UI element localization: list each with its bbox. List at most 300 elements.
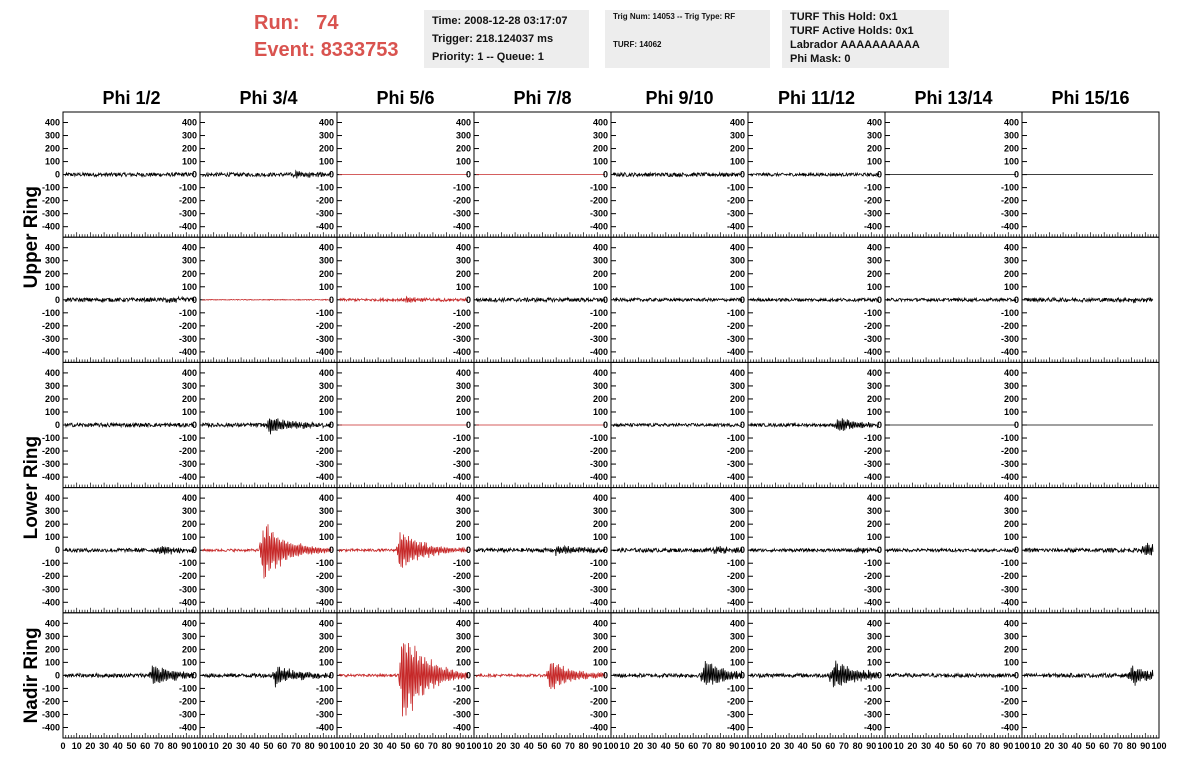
column-header: Phi 15/16 xyxy=(1051,88,1130,108)
ring-label: Nadir Ring xyxy=(21,627,42,724)
waveform-trace xyxy=(339,297,468,303)
waveform-trace xyxy=(65,666,194,684)
x-tick-label: 10 xyxy=(208,741,219,751)
y-tick-label: 200 xyxy=(181,143,197,154)
y-tick-label: -300 xyxy=(1000,584,1019,595)
y-tick-label: 200 xyxy=(866,519,882,530)
turf-num-text: TURF: 14062 xyxy=(613,40,662,49)
y-tick-label: -400 xyxy=(863,597,882,608)
y-tick-label: -100 xyxy=(41,558,60,569)
y-tick-label: -400 xyxy=(1000,597,1019,608)
x-tick-label: 90 xyxy=(1003,741,1014,751)
y-tick-label: 200 xyxy=(181,393,197,404)
y-tick-label: -100 xyxy=(452,433,471,444)
y-tick-label: -300 xyxy=(863,459,882,470)
y-tick-label: 300 xyxy=(318,631,334,642)
y-tick-label: 300 xyxy=(44,506,60,517)
trig-num-text: Trig Num: 14053 -- Trig Type: RF xyxy=(613,12,736,21)
x-tick-label: 60 xyxy=(688,741,699,751)
waveform-trace xyxy=(202,524,331,578)
x-tick-label: 80 xyxy=(852,741,863,751)
y-tick-label: 400 xyxy=(1003,242,1019,253)
y-tick-label: -200 xyxy=(315,195,334,206)
y-tick-label: 0 xyxy=(191,169,197,180)
y-tick-label: 0 xyxy=(739,670,745,681)
x-tick-label: 100 xyxy=(466,741,482,751)
y-tick-label: -200 xyxy=(589,446,608,457)
y-tick-label: -100 xyxy=(452,182,471,193)
x-tick-label: 20 xyxy=(359,741,370,751)
y-tick-label: -200 xyxy=(863,320,882,331)
column-header: Phi 9/10 xyxy=(645,88,714,108)
y-tick-label: 400 xyxy=(318,117,334,128)
x-tick-label: 30 xyxy=(236,741,247,751)
y-tick-label: 0 xyxy=(602,545,608,556)
y-tick-label: -300 xyxy=(315,709,334,720)
y-tick-label: -300 xyxy=(726,709,745,720)
y-tick-label: -400 xyxy=(178,472,197,483)
y-tick-label: 0 xyxy=(876,545,882,556)
y-tick-label: 100 xyxy=(44,532,60,543)
y-tick-label: -400 xyxy=(178,346,197,357)
x-tick-label: 60 xyxy=(414,741,425,751)
y-tick-label: 300 xyxy=(592,631,608,642)
x-tick-label: 50 xyxy=(811,741,822,751)
y-tick-label: -300 xyxy=(41,333,60,344)
y-tick-label: -100 xyxy=(589,182,608,193)
y-tick-label: -300 xyxy=(315,584,334,595)
y-tick-label: -300 xyxy=(178,459,197,470)
y-tick-label: -300 xyxy=(589,208,608,219)
y-tick-label: -200 xyxy=(726,446,745,457)
y-tick-label: 200 xyxy=(44,268,60,279)
y-tick-label: -300 xyxy=(452,459,471,470)
x-tick-label: 60 xyxy=(962,741,973,751)
y-tick-label: -400 xyxy=(589,472,608,483)
labrador-text: Labrador AAAAAAAAAA xyxy=(790,39,920,51)
x-tick-label: 10 xyxy=(619,741,630,751)
x-tick-label: 60 xyxy=(1099,741,1110,751)
y-tick-label: -200 xyxy=(452,195,471,206)
x-tick-label: 100 xyxy=(329,741,345,751)
y-tick-label: -400 xyxy=(1000,221,1019,232)
y-tick-label: 300 xyxy=(318,380,334,391)
x-tick-label: 90 xyxy=(866,741,877,751)
y-tick-label: 100 xyxy=(729,281,745,292)
y-tick-label: 400 xyxy=(318,367,334,378)
x-tick-label: 10 xyxy=(482,741,493,751)
y-tick-label: 400 xyxy=(729,242,745,253)
y-tick-label: 300 xyxy=(1003,631,1019,642)
x-tick-label: 60 xyxy=(825,741,836,751)
y-tick-label: 200 xyxy=(318,393,334,404)
y-tick-label: -200 xyxy=(41,696,60,707)
y-tick-label: -200 xyxy=(178,446,197,457)
y-tick-label: 300 xyxy=(592,130,608,141)
y-tick-label: 100 xyxy=(729,532,745,543)
y-tick-label: -400 xyxy=(589,597,608,608)
y-tick-label: 0 xyxy=(54,670,60,681)
y-tick-label: 300 xyxy=(181,506,197,517)
y-tick-label: 0 xyxy=(465,294,471,305)
y-tick-label: 200 xyxy=(729,393,745,404)
column-header: Phi 13/14 xyxy=(914,88,993,108)
y-tick-label: -400 xyxy=(178,597,197,608)
y-tick-label: 100 xyxy=(866,532,882,543)
y-tick-label: 0 xyxy=(191,420,197,430)
y-tick-label: -300 xyxy=(589,709,608,720)
waveform-trace xyxy=(65,423,194,427)
y-tick-label: 200 xyxy=(592,644,608,655)
y-tick-label: -200 xyxy=(863,446,882,457)
x-tick-label: 20 xyxy=(770,741,781,751)
y-tick-label: 300 xyxy=(729,255,745,266)
x-tick-label: 30 xyxy=(373,741,384,751)
waveform-trace xyxy=(613,661,742,685)
y-tick-label: -400 xyxy=(452,722,471,733)
y-tick-label: 400 xyxy=(455,367,471,378)
event-value: 8333753 xyxy=(320,39,399,61)
y-tick-label: -100 xyxy=(589,558,608,569)
y-tick-label: 0 xyxy=(328,545,334,556)
y-tick-label: 300 xyxy=(455,255,471,266)
x-tick-label: 90 xyxy=(318,741,329,751)
x-tick-label: 50 xyxy=(400,741,411,751)
y-tick-label: -400 xyxy=(726,346,745,357)
y-tick-label: 200 xyxy=(866,644,882,655)
x-tick-label: 30 xyxy=(784,741,795,751)
y-tick-label: -400 xyxy=(452,221,471,232)
y-tick-label: 200 xyxy=(318,268,334,279)
y-tick-label: -200 xyxy=(452,320,471,331)
y-tick-label: 100 xyxy=(866,281,882,292)
y-tick-label: -400 xyxy=(178,221,197,232)
y-tick-label: -400 xyxy=(178,722,197,733)
x-tick-label: 50 xyxy=(1085,741,1096,751)
y-tick-label: 200 xyxy=(592,268,608,279)
y-tick-label: 100 xyxy=(592,156,608,167)
waveform-trace xyxy=(887,549,1016,552)
y-tick-label: 400 xyxy=(866,618,882,629)
y-tick-label: 100 xyxy=(455,406,471,417)
y-tick-label: -100 xyxy=(452,307,471,318)
y-tick-label: 0 xyxy=(328,670,334,681)
y-tick-label: 100 xyxy=(455,532,471,543)
y-tick-label: -100 xyxy=(863,182,882,193)
y-tick-label: 100 xyxy=(866,657,882,668)
waveform-trace xyxy=(887,298,1016,301)
y-tick-label: 300 xyxy=(1003,255,1019,266)
y-tick-label: -400 xyxy=(726,597,745,608)
y-tick-label: -100 xyxy=(726,307,745,318)
y-tick-label: 300 xyxy=(181,631,197,642)
y-tick-label: -200 xyxy=(452,571,471,582)
y-tick-label: -100 xyxy=(1000,433,1019,444)
y-tick-label: -200 xyxy=(589,195,608,206)
y-tick-label: -400 xyxy=(1000,346,1019,357)
waveform-trace xyxy=(750,173,879,176)
y-tick-label: 100 xyxy=(318,657,334,668)
y-tick-label: 200 xyxy=(1003,393,1019,404)
x-tick-label: 10 xyxy=(756,741,767,751)
y-tick-label: 200 xyxy=(318,644,334,655)
y-tick-label: -400 xyxy=(589,722,608,733)
y-tick-label: -300 xyxy=(863,709,882,720)
y-tick-label: -300 xyxy=(589,459,608,470)
y-tick-label: -300 xyxy=(315,208,334,219)
y-tick-label: 200 xyxy=(729,268,745,279)
x-tick-label: 80 xyxy=(715,741,726,751)
y-tick-label: 400 xyxy=(181,117,197,128)
y-tick-label: 400 xyxy=(181,242,197,253)
y-tick-label: 200 xyxy=(729,644,745,655)
y-tick-label: 200 xyxy=(729,143,745,154)
x-tick-label: 70 xyxy=(701,741,712,751)
y-tick-label: 0 xyxy=(328,294,334,305)
y-tick-label: 300 xyxy=(729,631,745,642)
waveform-trace xyxy=(339,643,468,716)
y-tick-label: -300 xyxy=(315,459,334,470)
y-tick-label: -100 xyxy=(726,433,745,444)
x-tick-label: 100 xyxy=(1151,741,1167,751)
y-tick-label: 0 xyxy=(465,670,471,681)
y-tick-label: -100 xyxy=(1000,182,1019,193)
y-tick-label: 0 xyxy=(54,545,60,556)
x-tick-label: 90 xyxy=(729,741,740,751)
y-tick-label: -200 xyxy=(589,571,608,582)
ring-label: Lower Ring xyxy=(21,435,42,540)
y-tick-label: 400 xyxy=(1003,117,1019,128)
y-tick-label: 300 xyxy=(1003,130,1019,141)
y-tick-label: -100 xyxy=(178,433,197,444)
y-tick-label: 300 xyxy=(866,631,882,642)
x-tick-label: 10 xyxy=(893,741,904,751)
y-tick-label: -100 xyxy=(315,683,334,694)
column-header: Phi 11/12 xyxy=(777,88,856,108)
y-tick-label: 0 xyxy=(876,294,882,305)
waveform-trace xyxy=(750,661,879,688)
y-tick-label: -300 xyxy=(1000,333,1019,344)
x-tick-label: 20 xyxy=(496,741,507,751)
x-tick-label: 40 xyxy=(386,741,397,751)
y-tick-label: 100 xyxy=(181,281,197,292)
y-tick-label: -300 xyxy=(726,584,745,595)
x-tick-label: 80 xyxy=(304,741,315,751)
y-tick-label: -300 xyxy=(178,584,197,595)
y-tick-label: 400 xyxy=(592,618,608,629)
y-tick-label: 100 xyxy=(455,657,471,668)
x-tick-label: 40 xyxy=(934,741,945,751)
y-tick-label: -300 xyxy=(1000,709,1019,720)
x-tick-label: 0 xyxy=(60,741,66,751)
y-tick-label: 300 xyxy=(866,130,882,141)
y-tick-label: 100 xyxy=(181,156,197,167)
x-tick-label: 50 xyxy=(537,741,548,751)
y-tick-label: -100 xyxy=(41,307,60,318)
waveform-trace xyxy=(613,173,742,177)
y-tick-label: 100 xyxy=(318,406,334,417)
y-tick-label: 200 xyxy=(592,393,608,404)
y-tick-label: 200 xyxy=(44,644,60,655)
y-tick-label: -400 xyxy=(452,597,471,608)
y-tick-label: -200 xyxy=(726,571,745,582)
y-tick-label: 300 xyxy=(44,130,60,141)
y-tick-label: -200 xyxy=(589,320,608,331)
y-tick-label: 300 xyxy=(592,380,608,391)
y-tick-label: 100 xyxy=(866,406,882,417)
y-tick-label: -100 xyxy=(315,307,334,318)
y-tick-label: -200 xyxy=(726,320,745,331)
y-tick-label: 0 xyxy=(602,420,608,430)
x-tick-label: 70 xyxy=(975,741,986,751)
y-tick-label: -300 xyxy=(452,584,471,595)
y-tick-label: -100 xyxy=(726,683,745,694)
y-tick-label: 0 xyxy=(876,169,882,180)
y-tick-label: 0 xyxy=(328,420,334,430)
run-value: 74 xyxy=(316,12,339,34)
x-tick-label: 30 xyxy=(99,741,110,751)
y-tick-label: 100 xyxy=(592,532,608,543)
y-tick-label: -300 xyxy=(178,333,197,344)
y-tick-label: -200 xyxy=(726,696,745,707)
y-tick-label: 0 xyxy=(739,420,745,430)
x-tick-label: 50 xyxy=(263,741,274,751)
x-tick-label: 80 xyxy=(989,741,1000,751)
y-tick-label: -200 xyxy=(41,571,60,582)
x-tick-label: 10 xyxy=(345,741,356,751)
y-tick-label: 200 xyxy=(866,268,882,279)
y-tick-label: -200 xyxy=(1000,446,1019,457)
turf-hold-text: TURF This Hold: 0x1 xyxy=(790,11,898,23)
y-tick-label: 100 xyxy=(44,156,60,167)
y-tick-label: 200 xyxy=(455,268,471,279)
y-tick-label: 400 xyxy=(455,117,471,128)
ring-label: Upper Ring xyxy=(21,186,42,289)
x-tick-label: 80 xyxy=(578,741,589,751)
y-tick-label: 0 xyxy=(1013,294,1019,305)
waveform-trace xyxy=(613,298,742,301)
y-tick-label: 200 xyxy=(181,268,197,279)
y-tick-label: -200 xyxy=(1000,571,1019,582)
y-tick-label: -300 xyxy=(863,584,882,595)
y-tick-label: 400 xyxy=(455,618,471,629)
y-tick-label: 200 xyxy=(44,519,60,530)
x-tick-label: 70 xyxy=(290,741,301,751)
y-tick-label: 100 xyxy=(44,657,60,668)
y-tick-label: 0 xyxy=(1013,670,1019,681)
y-tick-label: -100 xyxy=(726,558,745,569)
y-tick-label: -300 xyxy=(726,459,745,470)
y-tick-label: 100 xyxy=(1003,156,1019,167)
y-tick-label: -400 xyxy=(863,346,882,357)
y-tick-label: 100 xyxy=(455,281,471,292)
y-tick-label: -100 xyxy=(41,182,60,193)
x-tick-label: 70 xyxy=(427,741,438,751)
waveform-trace xyxy=(65,546,194,554)
y-tick-label: -100 xyxy=(589,433,608,444)
y-tick-label: 400 xyxy=(181,618,197,629)
y-tick-label: -200 xyxy=(315,696,334,707)
x-tick-label: 60 xyxy=(551,741,562,751)
x-tick-label: 60 xyxy=(140,741,151,751)
y-tick-label: -100 xyxy=(452,558,471,569)
waveform-trace xyxy=(887,674,1016,678)
waveform-trace xyxy=(65,173,194,177)
y-tick-label: -400 xyxy=(863,221,882,232)
x-tick-label: 60 xyxy=(277,741,288,751)
y-tick-label: -100 xyxy=(1000,683,1019,694)
y-tick-label: -100 xyxy=(863,683,882,694)
y-tick-label: -300 xyxy=(726,208,745,219)
x-tick-label: 30 xyxy=(510,741,521,751)
y-tick-label: -300 xyxy=(726,333,745,344)
y-tick-label: -200 xyxy=(41,446,60,457)
y-tick-label: 0 xyxy=(1013,545,1019,556)
run-label: Run: xyxy=(254,12,300,34)
y-tick-label: 200 xyxy=(455,143,471,154)
y-tick-label: -100 xyxy=(452,683,471,694)
waveform-trace xyxy=(750,418,879,431)
x-tick-label: 70 xyxy=(838,741,849,751)
y-tick-label: 100 xyxy=(181,406,197,417)
y-tick-label: -300 xyxy=(863,333,882,344)
y-tick-label: 0 xyxy=(602,670,608,681)
y-tick-label: -100 xyxy=(178,182,197,193)
y-tick-label: -200 xyxy=(178,195,197,206)
x-tick-label: 40 xyxy=(523,741,534,751)
phi-mask-text: Phi Mask: 0 xyxy=(790,53,851,65)
y-tick-label: 100 xyxy=(1003,657,1019,668)
y-tick-label: -400 xyxy=(452,472,471,483)
y-tick-label: 300 xyxy=(866,506,882,517)
y-tick-label: -300 xyxy=(452,709,471,720)
waveform-trace xyxy=(1024,298,1153,304)
x-tick-label: 10 xyxy=(71,741,82,751)
x-tick-label: 40 xyxy=(660,741,671,751)
y-tick-label: 100 xyxy=(592,657,608,668)
y-tick-label: 400 xyxy=(1003,618,1019,629)
y-tick-label: 400 xyxy=(44,242,60,253)
waveform-trace xyxy=(1024,543,1153,555)
y-tick-label: -400 xyxy=(1000,722,1019,733)
y-tick-label: 100 xyxy=(44,406,60,417)
y-tick-label: 400 xyxy=(318,493,334,504)
y-tick-label: 200 xyxy=(455,519,471,530)
y-tick-label: -400 xyxy=(315,597,334,608)
waveform-trace xyxy=(750,298,879,301)
y-tick-label: -400 xyxy=(863,472,882,483)
y-tick-label: 100 xyxy=(729,156,745,167)
y-tick-label: 400 xyxy=(44,367,60,378)
y-tick-label: -300 xyxy=(452,208,471,219)
waveform-trace xyxy=(65,297,194,303)
y-tick-label: -400 xyxy=(41,722,60,733)
y-tick-label: -400 xyxy=(863,722,882,733)
y-tick-label: 300 xyxy=(592,506,608,517)
y-tick-label: 400 xyxy=(592,493,608,504)
y-tick-label: 300 xyxy=(866,380,882,391)
y-tick-label: 300 xyxy=(455,380,471,391)
y-tick-label: -300 xyxy=(315,333,334,344)
y-tick-label: 200 xyxy=(318,143,334,154)
y-tick-label: -400 xyxy=(315,346,334,357)
y-tick-label: -100 xyxy=(315,182,334,193)
y-tick-label: -100 xyxy=(589,307,608,318)
y-tick-label: 400 xyxy=(318,618,334,629)
x-tick-label: 100 xyxy=(877,741,893,751)
y-tick-label: -100 xyxy=(41,433,60,444)
x-tick-label: 20 xyxy=(85,741,96,751)
